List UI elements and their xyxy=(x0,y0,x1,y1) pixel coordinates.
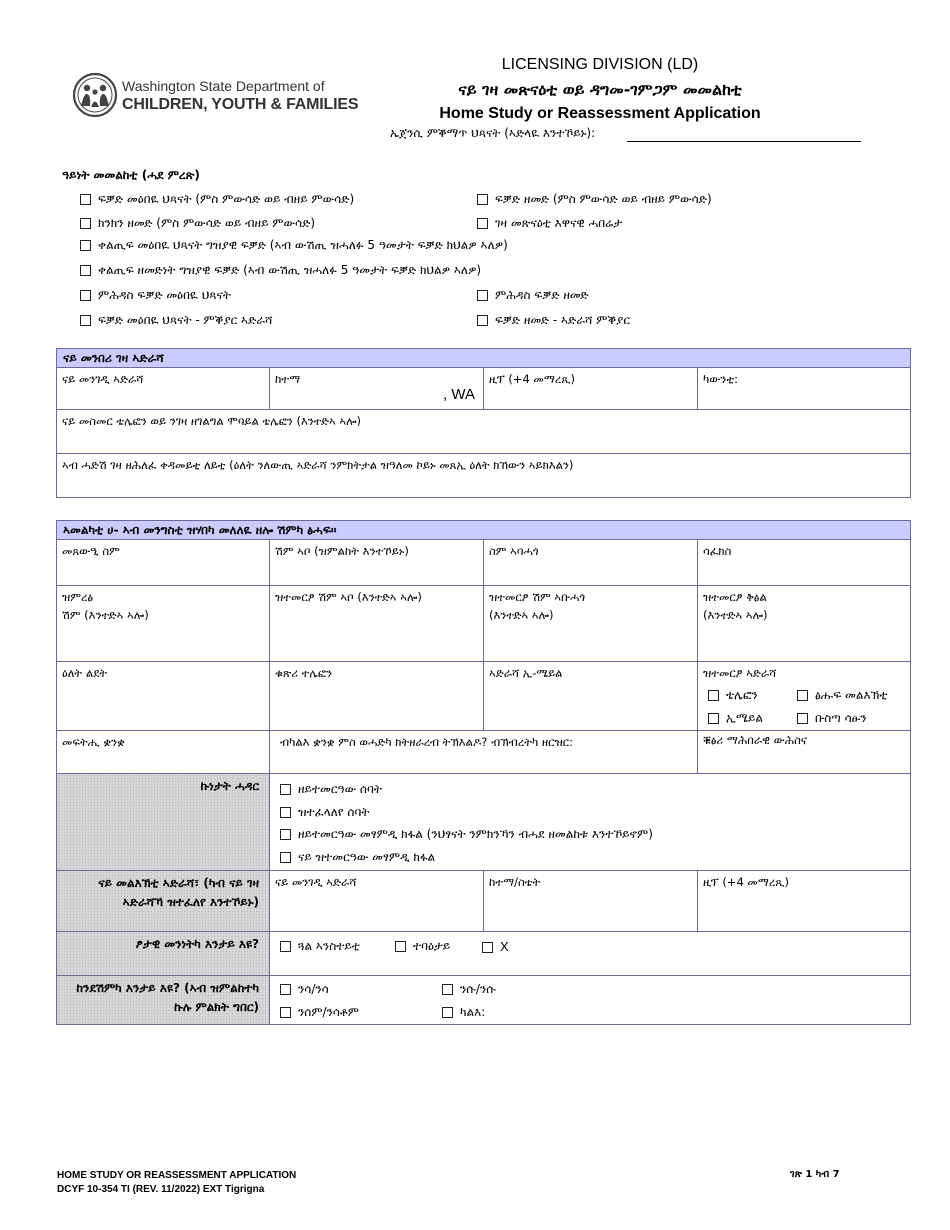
middle-name-field[interactable]: ሽም ኣቦ (ዝምልከት እንተኾይኑ) xyxy=(269,539,484,586)
form-title-tigrinya: ናይ ገዛ መጽናዕቲ ወይ ዳግመ-ገምጋም መመልከቲ xyxy=(458,80,742,99)
city-field[interactable]: ከተማ , WA xyxy=(269,367,484,410)
pronoun-option[interactable]: ንሳ/ንሳ xyxy=(280,980,329,999)
first-night-date-field[interactable]: ኣብ ሓድሽ ገዛ ዘሕለፈ ቀዳመይቲ ለይቲ (ዕለት ንለውጢ ኣድራሻ ንምክትታል ዝዓለመ ኮይኑ መጸኢ ዕለት ክኸውን ኣይክእልን) xyxy=(56,453,911,498)
dcyf-logo xyxy=(72,72,359,124)
interpreter-field[interactable]: ብካልእ ቋንቋ ምስ ወሓድካ ክትዘራረብ ትኽእልዶ? ብኽብረትካ ዘርዝር: xyxy=(269,730,698,774)
mailing-address-label: ናይ መልእኽቲ ኣድራሻ፣ (ካብ ናይ ገዛ ኣድራሻኻ ዝተፈለየ እንተኾይኑ) xyxy=(56,870,270,932)
county-field[interactable]: ካውንቲ: xyxy=(697,367,911,410)
mailing-street-field[interactable]: ናይ መንገዲ ኣድራሻ xyxy=(269,870,484,932)
apptype-option[interactable]: ክንክን ዘመድ (ምስ ምውሳድ ወይ ብዘይ ምውሳድ) xyxy=(80,216,315,231)
apptype-option[interactable]: ቀልጢፍ ዘመድነት ግዝያዊ ፍቓድ (ኣብ ውሽጢ ዝሓለፉ 5 ዓመታት ፍቓድ ክህልዎ ኣለዎ) xyxy=(80,263,481,278)
marital-status-options xyxy=(269,773,911,871)
form-title-english: Home Study or Reassessment Application xyxy=(439,105,761,122)
preferred-pronoun-field[interactable]: ዝተመርፆ ቅፅል (እንተድኣ ኣሎ) xyxy=(697,585,911,662)
apptype-option[interactable]: ፍቓድ ዘመድ - ኣድራሻ ምቕያር xyxy=(477,313,630,328)
ssn-field[interactable]: ቑፅሪ ማሕበራዊ ውሕስና xyxy=(697,730,911,774)
gender-identity-options xyxy=(269,931,911,976)
preferred-first-name-field[interactable]: ዝምረፅ ሽም (እንተድኣ ኣሎ) xyxy=(56,585,270,662)
logo-line-2: CHILDREN, YOUTH & FAMILIES xyxy=(122,96,359,113)
apptype-option[interactable]: ምሕዳስ ፍቓድ መዕበዪ ህጻናት xyxy=(80,288,231,303)
apptype-option[interactable]: ፍቓድ መዕበዪ ህጻናት - ምቕያር ኣድራሻ xyxy=(80,313,272,328)
logo-line-1: Washington State Department of xyxy=(122,78,325,94)
apptype-option[interactable]: ገዛ መጽናዕቲ እዋናዊ ሓበሬታ xyxy=(477,216,622,231)
pronoun-option[interactable]: ካልእ: xyxy=(442,1003,485,1022)
preferred-middle-name-field[interactable]: ዝተመርፆ ሽም ኣቦ (እንተድኣ ኣሎ) xyxy=(269,585,484,662)
checkbox[interactable] xyxy=(80,265,91,276)
date-of-birth-field[interactable]: ዕለት ልደት xyxy=(56,661,270,731)
contact-option-email[interactable]: ኢሜይል xyxy=(708,709,763,728)
contact-option-mail[interactable]: ቡስጣ ሳፁን xyxy=(797,709,867,728)
marital-option[interactable]: ናይ ዝተመርዓው መፃምዲ ክፋል xyxy=(280,848,435,867)
gender-option-x[interactable]: X xyxy=(482,937,509,957)
checkbox[interactable] xyxy=(477,194,488,205)
checkbox[interactable] xyxy=(80,218,91,229)
apptype-option[interactable]: ምሕዳስ ፍቓድ ዘመድ xyxy=(477,288,588,303)
marital-status-label: ኩነታት ሓዳር xyxy=(56,773,270,871)
checkbox[interactable] xyxy=(477,315,488,326)
applicant-heading: ኣመልካቲ ሀ- ኣብ መንግስቲ ዝሃበካ መለለዪ ዘሎ ሽምካ ፅሓፍ፡፡ xyxy=(56,520,911,540)
preferred-last-name-field[interactable]: ዝተመርፆ ሽም ኣቡሓጎ (እንተድኣ ኣሎ) xyxy=(483,585,698,662)
mailing-city-state-field[interactable]: ከተማ/ስቴት xyxy=(483,870,698,932)
pronouns-options xyxy=(269,975,911,1025)
division-label: LICENSING DIVISION (LD) xyxy=(501,56,699,73)
apptype-option[interactable]: ፍቓድ መዕበዪ ህጻናት (ምስ ምውሳድ ወይ ብዘይ ምውሳድ) xyxy=(80,192,354,207)
street-address-field[interactable]: ናይ መንገዲ ኣድራሻ xyxy=(56,367,270,410)
contact-option-phone[interactable]: ቴሌፎን xyxy=(708,686,758,705)
agency-input-line[interactable] xyxy=(627,141,861,142)
gender-option-male[interactable]: ተባዕታይ xyxy=(395,937,450,956)
pronoun-option[interactable]: ንሱ/ንሱ xyxy=(442,980,496,999)
marital-option[interactable]: ዘይተመርዓው ሰባት xyxy=(280,780,382,799)
home-phone-field[interactable]: ናይ መስመር ቴሌፎን ወይ ንገዛ ዘገልግል ሞባይል ቴሌፎን (እንተድኣ ኣሎ) xyxy=(56,409,911,454)
pronouns-label: ከንደሽምካ እንታይ እዩ? (ኣብ ዝምልከተካ ኩሉ ምልክት ግበር) xyxy=(56,975,270,1025)
checkbox[interactable] xyxy=(80,290,91,301)
apptype-option[interactable]: ፍቓድ ዘመድ (ምስ ምውሳድ ወይ ብዘይ ምውሳድ) xyxy=(477,192,712,207)
application-type-label: ዓይነት መመልከቲ (ሓደ ምረጽ) xyxy=(62,168,200,182)
contact-option-text[interactable]: ፅሑፍ መልእኽቲ xyxy=(797,686,887,705)
phone-number-field[interactable]: ቁጽሪ ተሌፎን xyxy=(269,661,484,731)
email-field[interactable]: ኣድራሻ ኢ-ሜይል xyxy=(483,661,698,731)
suffix-field[interactable]: ሳፈክስ xyxy=(697,539,911,586)
gender-option-female[interactable]: ጓል ኣንስተይቲ xyxy=(280,937,360,956)
preferred-contact-field: ዝተመርፆ ኣድራሻ ቴሌፎን ፅሑፍ መልእኽቲ ኢሜይል ቡስጣ ሳፁን xyxy=(697,661,911,731)
mailing-zip-field[interactable]: ዚፕ (+4 መማረጺ) xyxy=(697,870,911,932)
marital-option[interactable]: ዘይተመርዓው መፃምዲ ክፋል (ንህፃናት ንምክንኻን ብሓደ ዘመልከቱ እንተኾይኖም) xyxy=(280,825,653,844)
checkbox[interactable] xyxy=(477,290,488,301)
pronoun-option[interactable]: ንሰም/ንሳቶም xyxy=(280,1003,359,1022)
gender-identity-label: ፆታዊ መንነትካ እንታይ እዩ? xyxy=(56,931,270,976)
page-number: ገጽ 1 ካብ 7 xyxy=(790,1169,840,1180)
agency-label: ኤጀንሲ ምቕማጥ ህጻናት (ኣድላዪ እንተኾይኑ): xyxy=(390,126,596,140)
checkbox[interactable] xyxy=(80,315,91,326)
first-name-field[interactable]: መጸውዒ ስም xyxy=(56,539,270,586)
language-field[interactable]: መፍትሒ ቋንቋ xyxy=(56,730,270,774)
family-logo-icon xyxy=(72,72,118,118)
form-footer: HOME STUDY OR REASSESSMENT APPLICATION DCYF 10-354 TI (REV. 11/2022) EXT Tigrigna xyxy=(57,1170,297,1195)
zip-field[interactable]: ዚፕ (+4 መማረጺ) xyxy=(483,367,698,410)
checkbox[interactable] xyxy=(477,218,488,229)
last-name-field[interactable]: ስም ኣባሓጎ xyxy=(483,539,698,586)
checkbox[interactable] xyxy=(80,194,91,205)
apptype-option[interactable]: ቀልጢፍ መዕበዪ ህጻናት ግዝያዊ ፍቓድ (ኣብ ውሽጢ ዝሓለፉ 5 ዓመታት ፍቓድ ክህልዎ ኣለዎ) xyxy=(80,238,508,253)
checkbox[interactable] xyxy=(80,240,91,251)
home-address-heading: ናይ መንበሪ ገዛ ኣድራሻ xyxy=(56,348,911,368)
state-suffix: , WA xyxy=(443,385,475,403)
marital-option[interactable]: ዝተፈላለየ ሰባት xyxy=(280,803,369,822)
